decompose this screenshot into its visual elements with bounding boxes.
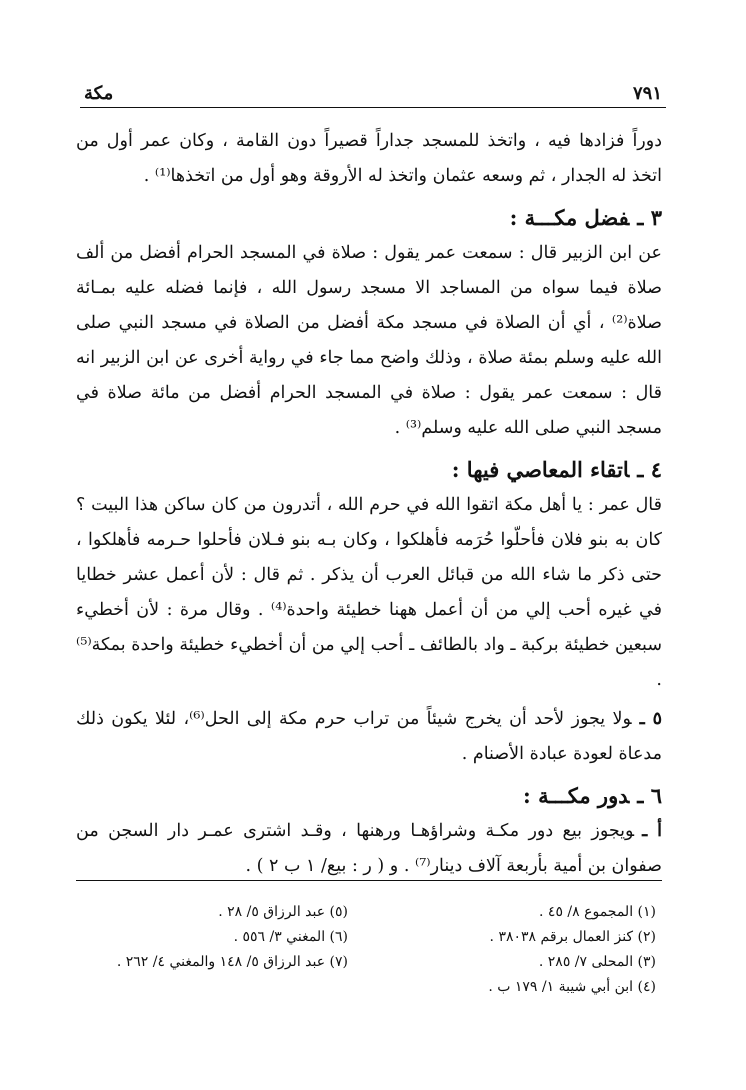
section-heading-3 <box>76 200 662 236</box>
header-rule <box>80 107 666 108</box>
section-number: ٦ ـ <box>637 783 662 808</box>
footnotes <box>80 900 656 1000</box>
section-title: فضل مكـــة : <box>509 205 630 230</box>
footnotes-rule <box>76 880 662 881</box>
section-number: ٣ ـ <box>637 205 662 230</box>
footnote: (٢) كنز العمال برقم ٣٨٠٣٨ . <box>489 929 656 945</box>
section-title: دور مكـــة : <box>523 783 630 808</box>
item-a-paragraph <box>76 814 662 884</box>
item-label: أ ـ <box>642 821 662 841</box>
main-text <box>76 124 662 884</box>
section-paragraph: قال عمر : يا أهل مكة اتقوا الله في حرم الله ، أتدرون من كان ساكن هذا البيت ؟ كان به بنو فلان فأحلّوا حُرَمه فأهلكوا ، وكان بـه بنو فـلان فأحلوا حـرمه فأهلكوا ، حتى ذكر ما شاء الله من قبائل العرب أن يذكر . ثم قال : لأن أعمل عشر خطايا في غيره أحب إلي من أن أعمل ههنا خطيئة واحدة⁽⁴⁾ . وقال مرة : لأن أخطيء سبعين خطيئة بركبة ـ واد بالطائف ـ أحب إلي من أن أخطيء خطيئة واحدة بمكة⁽⁵⁾ . <box>76 495 662 690</box>
footnote: (٦) المغني ٣/ ٥٥٦ . <box>233 929 348 945</box>
running-title: مكة <box>84 82 114 104</box>
section-paragraph-5 <box>76 702 662 772</box>
footnote: (٣) المحلى ٧/ ٢٨٥ . <box>538 954 656 970</box>
footnote: (٤) ابن أبي شيبة ١/ ١٧٩ ب . <box>488 979 656 995</box>
section-number: ٤ ـ <box>637 457 662 482</box>
section-number: ٥ ـ <box>639 709 662 729</box>
footnote: (١) المجموع ٨/ ٤٥ . <box>539 904 656 920</box>
page-number: ٧٩١ <box>632 82 662 104</box>
footnote: (٥) عبد الرزاق ٥/ ٢٨ . <box>218 904 348 920</box>
section-paragraph: عن ابن الزبير قال : سمعت عمر يقول : صلاة في المسجد الحرام أفضل من ألف صلاة فيما سواه من المساجد الا مسجد رسول الله ، فإنما فضله عليه بمـائة صلاة⁽²⁾ ، أي أن الصلاة في مسجد مكة أفضل من الصلاة في مسجد النبي صلى الله عليه وسلم بمئة صلاة ، وذلك واضح مما جاء في رواية أخرى عن ابن الزبير انه قال : سمعت عمر يقول : صلاة في المسجد الحرام أفضل من مائة صلاة في مسجد النبي صلى الله عليه وسلم⁽³⁾ . <box>76 243 662 438</box>
intro-paragraph: دوراً فزادها فيه ، واتخذ للمسجد جداراً قصيراً دون القامة ، وكان عمر أول من اتخذ له الجدار ، ثم وسعه عثمان واتخذ له الأروقة وهو أول من اتخذها⁽¹⁾ . <box>76 131 662 186</box>
footnote: (٧) عبد الرزاق ٥/ ١٤٨ والمغني ٤/ ٢٦٢ . <box>116 954 348 970</box>
section-title: اتقاء المعاصي فيها : <box>451 457 630 482</box>
section-heading-6 <box>76 778 662 814</box>
section-text: ولا يجوز لأحد أن يخرج شيئاً من تراب حرم مكة إلى الحل⁽⁶⁾، لئلا يكون ذلك مدعاة لعودة عبادة الأصنام . <box>76 709 662 764</box>
running-head <box>84 80 662 106</box>
item-text: ويجوز بيع دور مكـة وشراؤهـا ورهنها ، وقـد اشترى عمـر دار السجن من صفوان بن أمية بأربعة آلاف دينار⁽⁷⁾ . و ( ر : بيع/ ١ ب ٢ ) . <box>76 821 662 876</box>
section-heading-4 <box>76 452 662 488</box>
